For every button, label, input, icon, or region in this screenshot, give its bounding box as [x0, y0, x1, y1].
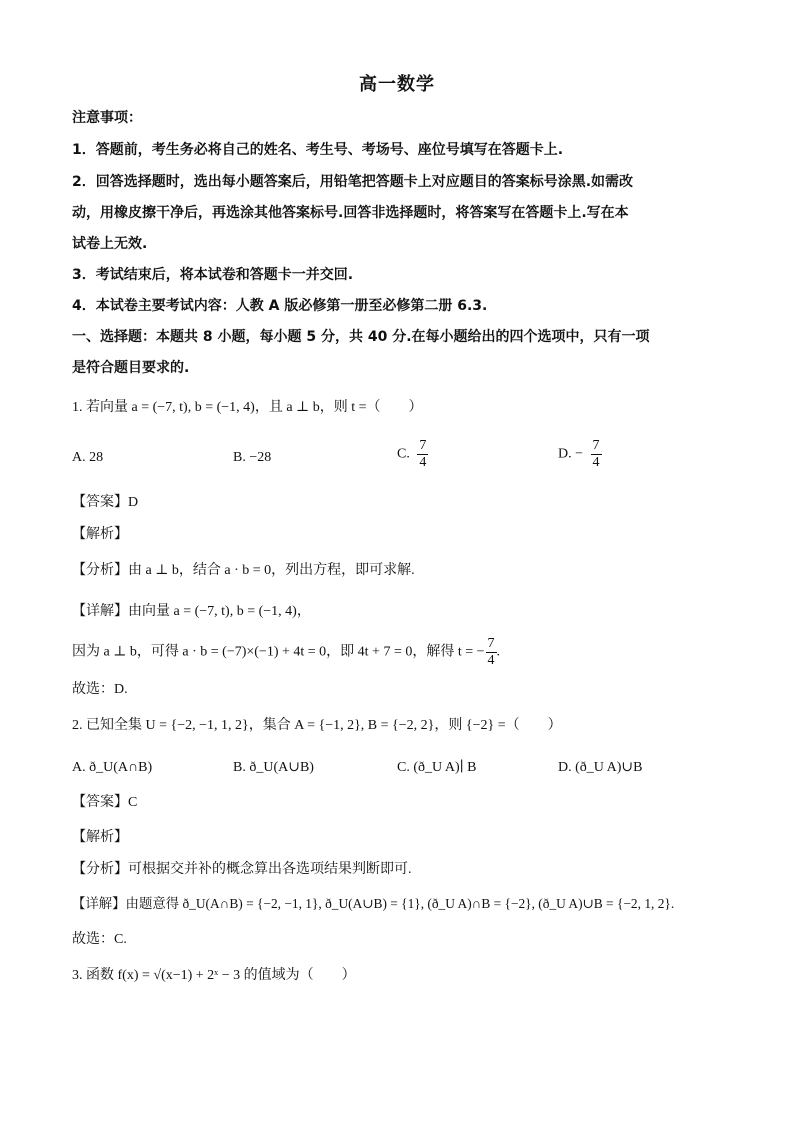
question-1-stem: 1. 若向量 a = (−7, t), b = (−1, 4)，且 a ⊥ b，则 t =（ ）	[72, 400, 423, 415]
numerator: 7	[592, 438, 600, 453]
q1-option-a: A. 28	[72, 450, 104, 465]
note-item: 3．考试结束后，将本试卷和答题卡一并交回.	[72, 267, 354, 283]
q2-choose: 故选：C.	[72, 932, 127, 947]
q1-solution-step	[72, 636, 500, 669]
denominator: 4	[487, 653, 495, 668]
q1-choose: 故选：D.	[72, 682, 128, 697]
q2-option-b: B. ð_U(A∪B)	[233, 760, 314, 775]
numerator: 7	[487, 636, 495, 651]
q1-step-end: .	[496, 644, 501, 660]
q1-option-d	[558, 438, 602, 471]
q2-xiangjie: 【详解】由题意得 ð_U(A∩B) = {−2, −1, 1}, ð_U(A∪B) = {1}, (ð_U A)∩B = {−2}, (ð_U A)∪B = {−2, 1, 2}.	[72, 896, 675, 911]
denominator: 4	[419, 455, 427, 470]
note-item: 2．回答选择题时，选出每小题答案后，用铅笔把答题卡上对应题目的答案标号涂黑.如需改	[72, 174, 634, 190]
q2-analysis-label: 【解析】	[72, 830, 128, 845]
section-heading: 一、选择题：本题共 8 小题，每小题 5 分，共 40 分.在每小题给出的四个选项中，只有一项	[72, 329, 650, 345]
q1-xiangjie: 【详解】由向量 a = (−7, t), b = (−1, 4)，	[72, 604, 311, 619]
fraction	[486, 636, 497, 669]
q1-option-b: B. −28	[233, 450, 272, 465]
numerator: 7	[419, 438, 427, 453]
q2-answer: 【答案】C	[72, 795, 138, 810]
fraction	[417, 438, 428, 471]
note-item: 1．答题前，考生务必将自己的姓名、考生号、考场号、座位号填写在答题卡上.	[72, 142, 564, 158]
q1-option-c-label: C.	[397, 446, 410, 462]
question-3-stem: 3. 函数 f(x) = √(x−1) + 2ˣ − 3 的值域为（ ）	[72, 968, 356, 983]
notes-heading: 注意事项：	[72, 110, 142, 126]
note-item: 4．本试卷主要考试内容：人教 A 版必修第一册至必修第二册 6.3.	[72, 298, 488, 314]
denominator: 4	[592, 455, 600, 470]
q2-option-a: A. ð_U(A∩B)	[72, 760, 153, 775]
q2-option-c: C. (ð_U A)∣ B	[397, 760, 477, 775]
fraction	[591, 438, 602, 471]
q1-fenxi: 【分析】由 a ⊥ b，结合 a · b = 0，列出方程，即可求解.	[72, 563, 415, 578]
page-title: 高一数学	[359, 74, 435, 95]
q2-fenxi: 【分析】可根据交并补的概念算出各选项结果判断即可.	[72, 862, 412, 877]
q1-analysis-label: 【解析】	[72, 527, 128, 542]
q2-option-d: D. (ð_U A)∪B	[558, 760, 643, 775]
q1-option-c	[397, 438, 428, 471]
q1-option-d-label: D. −	[558, 446, 584, 462]
question-2-stem: 2. 已知全集 U = {−2, −1, 1, 2}，集合 A = {−1, 2}, B = {−2, 2}，则 {−2} =（ ）	[72, 718, 562, 733]
section-heading-cont: 是符合题目要求的.	[72, 360, 190, 376]
q1-answer: 【答案】D	[72, 495, 139, 510]
note-item: 试卷上无效.	[72, 236, 148, 252]
note-item: 动，用橡皮擦干净后，再选涂其他答案标号.回答非选择题时，将答案写在答题卡上.写在本	[72, 205, 629, 221]
q1-step-text: 因为 a ⊥ b，可得 a · b = (−7)×(−1) + 4t = 0，即 4t + 7 = 0，解得 t = −	[72, 644, 485, 660]
